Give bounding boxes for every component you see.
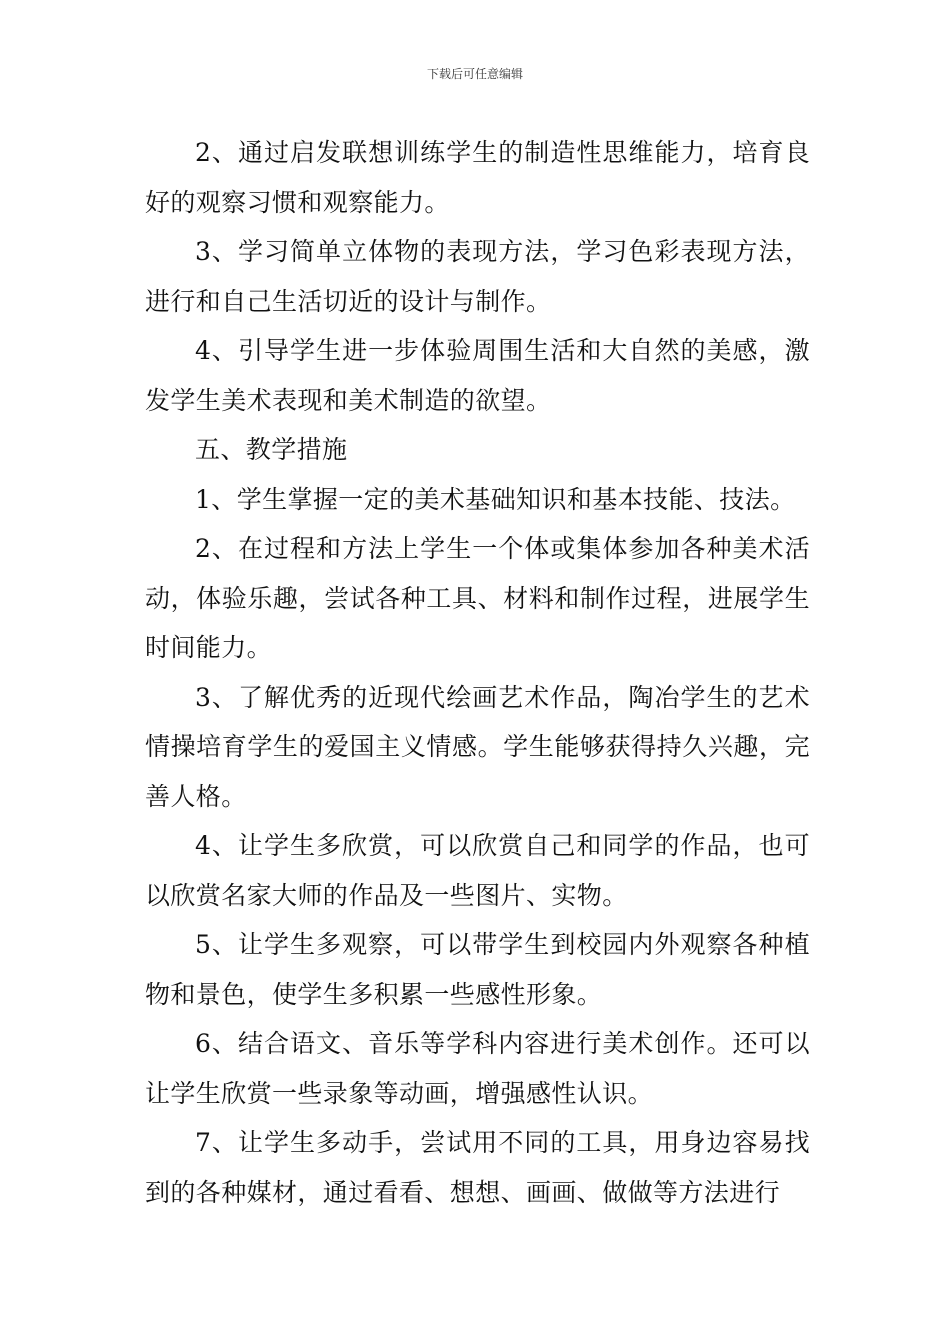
paragraph: 2、通过启发联想训练学生的制造性思维能力，培育良好的观察习惯和观察能力。	[145, 138, 810, 217]
paragraph: 3、了解优秀的近现代绘画艺术作品，陶冶学生的艺术情操培育学生的爱国主义情感。学生能够获得持久兴趣，完善人格。	[145, 682, 810, 811]
paragraph: 4、让学生多欣赏，可以欣赏自己和同学的作品，也可以欣赏名家大师的作品及一些图片、实物。	[145, 831, 810, 910]
paragraph: 7、让学生多动手，尝试用不同的工具，用身边容易找到的各种媒材，通过看看、想想、画画、做做等方法进行	[145, 1128, 810, 1207]
paragraph: 3、学习简单立体物的表现方法，学习色彩表现方法，进行和自己生活切近的设计与制作。	[145, 237, 810, 316]
paragraph: 2、在过程和方法上学生一个体或集体参加各种美术活动，体验乐趣，尝试各种工具、材料和制作过程，进展学生时间能力。	[145, 534, 810, 662]
document-body	[145, 128, 810, 1217]
section-heading: 五、教学措施	[195, 435, 348, 464]
paragraph: 4、引导学生进一步体验周围生活和大自然的美感，激发学生美术表现和美术制造的欲望。	[145, 336, 810, 415]
page-header: 下载后可任意编辑	[426, 67, 523, 81]
paragraph: 1、学生掌握一定的美术基础知识和基本技能、技法。	[195, 484, 796, 514]
paragraph: 5、让学生多观察，可以带学生到校园内外观察各种植物和景色，使学生多积累一些感性形象。	[145, 930, 810, 1009]
paragraph: 6、结合语文、音乐等学科内容进行美术创作。还可以让学生欣赏一些录象等动画，增强感性认识。	[145, 1029, 810, 1108]
